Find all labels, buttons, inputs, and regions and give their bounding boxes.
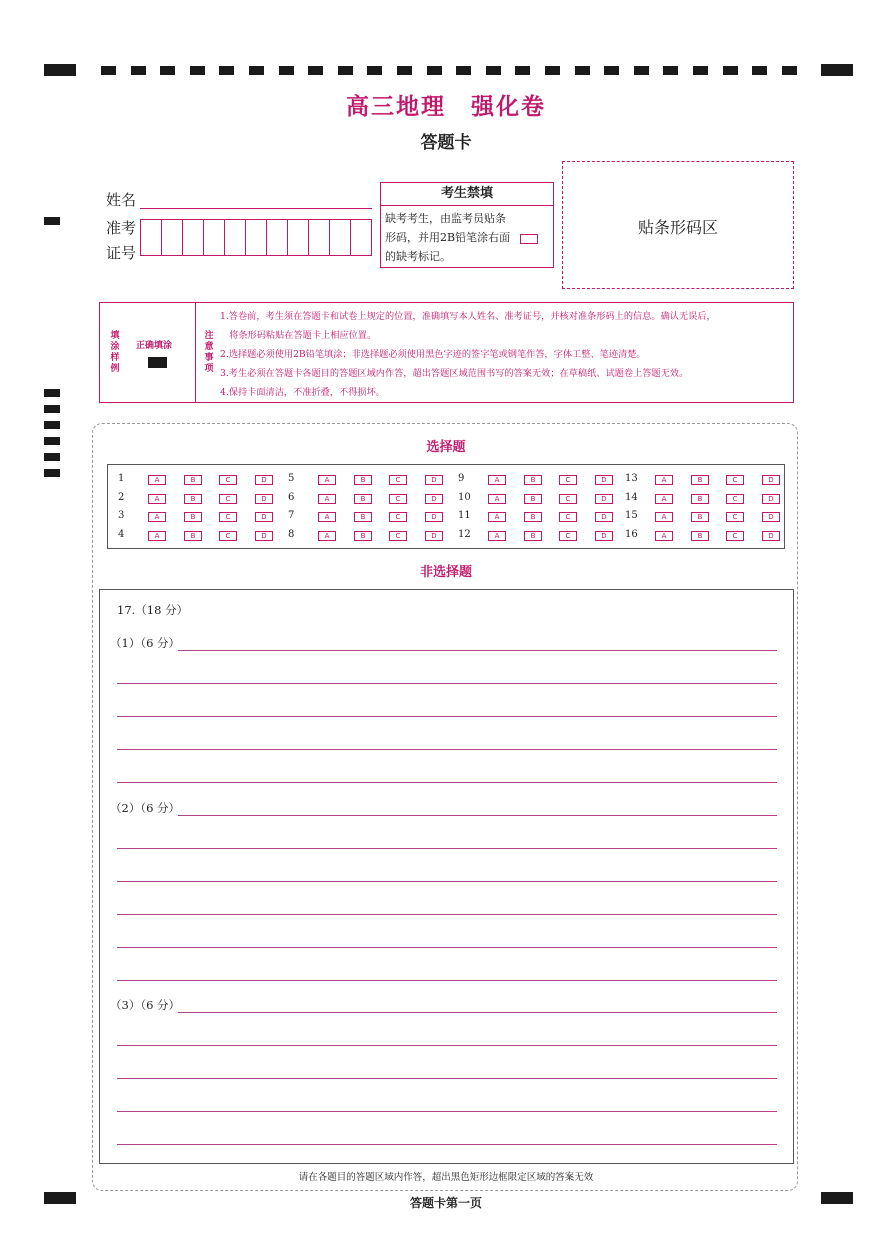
option-bubble[interactable]: A — [318, 494, 336, 504]
option-bubble[interactable]: C — [559, 512, 577, 522]
question-number: 2 — [118, 491, 125, 503]
option-bubble[interactable]: B — [184, 512, 202, 522]
option-bubble[interactable]: B — [524, 512, 542, 522]
option-bubble[interactable]: A — [488, 494, 506, 504]
footer-note: 请在各题目的答题区域内作答，超出黑色矩形边框限定区域的答案无效 — [298, 1172, 594, 1183]
question-number: 16 — [625, 529, 638, 541]
option-bubble[interactable]: C — [219, 475, 237, 485]
part-label-2: （2）（6 分） — [110, 801, 181, 815]
option-bubble[interactable]: B — [354, 494, 372, 504]
option-bubble[interactable]: A — [488, 512, 506, 522]
absent-mark-box[interactable] — [520, 234, 538, 244]
choice-grid — [107, 464, 785, 549]
option-bubble[interactable]: A — [148, 475, 166, 485]
timing-mark — [308, 66, 323, 75]
rule-item: 1.答卷前，考生须在答题卡和试卷上规定的位置，准确填写本人姓名、准考证号，并核对准条形码上的信息。确认无误后， — [220, 311, 716, 322]
corner-mark-top-right — [821, 64, 853, 76]
id-digit-cell[interactable] — [267, 220, 288, 255]
question-number: 9 — [458, 473, 465, 484]
option-bubble[interactable]: B — [691, 531, 709, 541]
answer-line[interactable] — [117, 980, 777, 981]
option-bubble[interactable]: A — [318, 512, 336, 522]
rule-item: 2.选择题必须使用2B铅笔填涂；非选择题必须使用黑色字迹的签字笔或钢笔作答，字体工整、笔迹清楚。 — [220, 349, 646, 360]
option-bubble[interactable]: D — [595, 531, 613, 541]
timing-mark — [456, 66, 471, 75]
answer-line[interactable] — [117, 1144, 777, 1145]
choice-row — [108, 492, 786, 511]
timing-mark — [367, 66, 382, 75]
timing-mark — [723, 66, 738, 75]
timing-mark — [663, 66, 678, 75]
name-field[interactable] — [140, 208, 372, 209]
option-bubble[interactable]: D — [762, 494, 780, 504]
option-bubble[interactable]: B — [184, 494, 202, 504]
answer-line[interactable] — [117, 683, 777, 684]
timing-marks-top — [44, 64, 856, 78]
timing-mark — [279, 66, 294, 75]
option-bubble[interactable]: C — [389, 475, 407, 485]
option-bubble[interactable]: B — [691, 475, 709, 485]
option-bubble[interactable]: A — [655, 494, 673, 504]
option-bubble[interactable]: B — [354, 531, 372, 541]
rule-item: 将条形码粘贴在答题卡上相应位置。 — [220, 330, 377, 341]
option-bubble[interactable]: D — [255, 512, 273, 522]
answer-line[interactable] — [117, 881, 777, 882]
option-bubble[interactable]: B — [691, 494, 709, 504]
question-number: 7 — [288, 510, 295, 522]
option-bubble[interactable]: B — [524, 494, 542, 504]
option-bubble[interactable]: D — [762, 512, 780, 522]
answer-line[interactable] — [117, 914, 777, 915]
option-bubble[interactable]: D — [425, 494, 443, 504]
option-bubble[interactable]: D — [255, 494, 273, 504]
corner-mark-top-left — [44, 64, 76, 76]
id-digit-cell[interactable] — [162, 220, 183, 255]
barcode-label: 贴条形码区 — [637, 218, 718, 237]
option-bubble[interactable]: C — [726, 512, 744, 522]
instructions-box — [99, 302, 794, 403]
barcode-area — [562, 161, 794, 289]
option-bubble[interactable]: C — [389, 531, 407, 541]
option-bubble[interactable]: C — [219, 512, 237, 522]
fill-example-label: 填涂样例 — [110, 331, 120, 374]
examiner-only-heading: 考生禁填 — [381, 183, 553, 206]
timing-mark — [131, 66, 146, 75]
option-bubble[interactable]: A — [148, 512, 166, 522]
timing-mark — [160, 66, 175, 75]
option-bubble[interactable]: C — [389, 494, 407, 504]
option-bubble[interactable]: C — [389, 512, 407, 522]
timing-mark — [486, 66, 501, 75]
id-digit-cell[interactable] — [330, 220, 351, 255]
choice-row — [108, 529, 786, 548]
option-bubble[interactable]: B — [184, 475, 202, 485]
id-digit-cell[interactable] — [225, 220, 246, 255]
option-bubble[interactable]: A — [655, 531, 673, 541]
option-bubble[interactable]: C — [726, 475, 744, 485]
answer-line[interactable] — [117, 947, 777, 948]
timing-mark — [782, 66, 797, 75]
choice-row — [108, 473, 786, 492]
timing-mark — [249, 66, 264, 75]
option-bubble[interactable]: D — [425, 531, 443, 541]
answer-line[interactable] — [117, 1111, 777, 1112]
attention-label: 注意事项 — [204, 331, 214, 374]
page-title: 高三地理 强化卷 — [346, 94, 546, 120]
correct-fill-label: 正确填涂 — [136, 341, 173, 351]
correct-fill-sample — [148, 357, 167, 368]
timing-mark — [575, 66, 590, 75]
answer-line[interactable] — [178, 815, 777, 816]
id-label-line1: 准考 — [106, 219, 137, 237]
option-bubble[interactable]: A — [318, 531, 336, 541]
option-bubble[interactable]: A — [655, 475, 673, 485]
part-label-1: （1）（6 分） — [110, 636, 181, 650]
choice-row — [108, 510, 786, 529]
option-bubble[interactable]: A — [488, 475, 506, 485]
examiner-only-box — [380, 182, 554, 268]
page-number: 答题卡第一页 — [409, 1196, 482, 1210]
option-bubble[interactable]: B — [184, 531, 202, 541]
side-mark — [44, 389, 60, 397]
answer-line[interactable] — [117, 782, 777, 783]
side-mark — [44, 421, 60, 429]
option-bubble[interactable]: C — [559, 494, 577, 504]
answer-box-q17 — [99, 589, 794, 1164]
question-number: 1 — [118, 473, 125, 484]
timing-mark — [219, 66, 234, 75]
id-digit-cell[interactable] — [309, 220, 330, 255]
option-bubble[interactable]: A — [318, 475, 336, 485]
timing-mark — [190, 66, 205, 75]
option-bubble[interactable]: B — [691, 512, 709, 522]
fill-example-cell — [100, 303, 196, 402]
id-number-grid[interactable] — [140, 219, 372, 256]
part-label-3: （3）（6 分） — [110, 998, 181, 1012]
option-bubble[interactable]: C — [219, 494, 237, 504]
id-digit-cell[interactable] — [141, 220, 162, 255]
timing-mark — [397, 66, 412, 75]
timing-mark — [545, 66, 560, 75]
id-digit-cell[interactable] — [288, 220, 309, 255]
choice-heading: 选择题 — [426, 440, 466, 455]
option-bubble[interactable]: D — [425, 512, 443, 522]
name-label: 姓名 — [106, 191, 137, 209]
question-number: 4 — [118, 529, 125, 541]
answer-line[interactable] — [117, 1045, 777, 1046]
question-number: 14 — [625, 491, 638, 503]
question-number: 8 — [288, 529, 295, 541]
option-bubble[interactable]: D — [425, 475, 443, 485]
answer-line[interactable] — [117, 749, 777, 750]
question-number: 11 — [458, 510, 471, 522]
option-bubble[interactable]: A — [655, 512, 673, 522]
timing-mark — [604, 66, 619, 75]
question-number: 6 — [288, 491, 295, 503]
option-bubble[interactable]: B — [524, 531, 542, 541]
side-mark — [44, 405, 60, 413]
option-bubble[interactable]: C — [726, 531, 744, 541]
option-bubble[interactable]: D — [595, 512, 613, 522]
timing-mark — [693, 66, 708, 75]
option-bubble[interactable]: A — [488, 531, 506, 541]
option-bubble[interactable]: C — [559, 475, 577, 485]
question-number: 5 — [288, 473, 295, 484]
timing-mark — [634, 66, 649, 75]
side-mark — [44, 469, 60, 477]
rules-list — [220, 307, 792, 402]
rule-item: 4.保持卡面清洁，不准折叠，不得损坏。 — [220, 387, 385, 398]
timing-mark — [515, 66, 530, 75]
option-bubble[interactable]: D — [595, 475, 613, 485]
option-bubble[interactable]: B — [354, 512, 372, 522]
rule-item: 3.考生必须在答题卡各题目的答题区域内作答，超出答题区域范围书写的答案无效；在草稿纸、试题卷上答题无效。 — [220, 368, 689, 379]
timing-mark — [338, 66, 353, 75]
timing-mark — [752, 66, 767, 75]
id-digit-cell[interactable] — [351, 220, 371, 255]
answer-line[interactable] — [117, 716, 777, 717]
id-label-line2: 证号 — [106, 244, 137, 262]
examiner-only-text: 缺考考生，由监考员贴条形码，并用2B铅笔涂右面的缺考标记。 — [385, 212, 511, 263]
option-bubble[interactable]: D — [255, 475, 273, 485]
question-number: 15 — [625, 510, 638, 522]
page-subtitle: 答题卡 — [420, 133, 472, 153]
answer-line[interactable] — [178, 1012, 777, 1013]
option-bubble[interactable]: A — [148, 494, 166, 504]
timing-mark — [427, 66, 442, 75]
question-number: 13 — [625, 473, 638, 484]
option-bubble[interactable]: D — [595, 494, 613, 504]
id-digit-cell[interactable] — [246, 220, 267, 255]
option-bubble[interactable]: D — [255, 531, 273, 541]
id-digit-cell[interactable] — [183, 220, 204, 255]
answer-line[interactable] — [117, 1078, 777, 1079]
id-digit-cell[interactable] — [204, 220, 225, 255]
option-bubble[interactable]: D — [762, 531, 780, 541]
option-bubble[interactable]: B — [354, 475, 372, 485]
option-bubble[interactable]: A — [148, 531, 166, 541]
question-title: 17.（18 分） — [117, 603, 189, 617]
side-mark — [44, 217, 60, 225]
question-number: 3 — [118, 510, 125, 522]
option-bubble[interactable]: C — [726, 494, 744, 504]
timing-mark — [101, 66, 116, 75]
question-number: 10 — [458, 491, 471, 503]
option-bubble[interactable]: C — [219, 531, 237, 541]
option-bubble[interactable]: D — [762, 475, 780, 485]
option-bubble[interactable]: B — [524, 475, 542, 485]
question-number: 12 — [458, 529, 471, 541]
answer-line[interactable] — [178, 650, 777, 651]
answer-line[interactable] — [117, 848, 777, 849]
option-bubble[interactable]: C — [559, 531, 577, 541]
nonchoice-heading: 非选择题 — [419, 565, 472, 580]
